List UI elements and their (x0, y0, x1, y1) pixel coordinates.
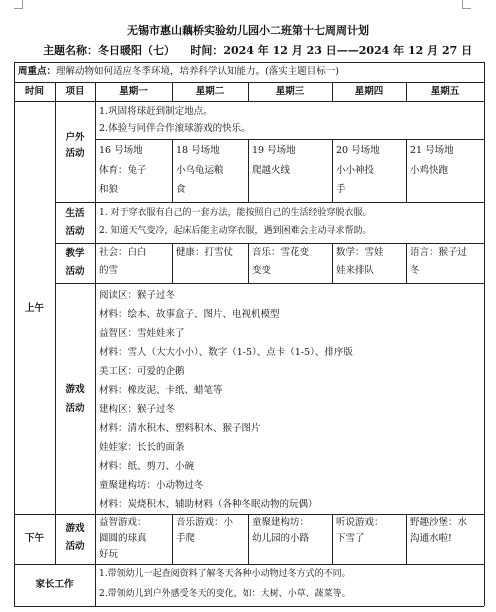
subtitle (43, 42, 472, 58)
table-line (14, 62, 484, 63)
table-line (172, 243, 173, 283)
table-line (248, 139, 249, 203)
games-line: 阅读区：猴子过冬 (99, 290, 176, 301)
table-line (14, 101, 484, 102)
games-line: 益智区：雪娃娃来了 (99, 328, 185, 339)
table-line (95, 82, 96, 606)
time-label: 时间： (190, 44, 224, 57)
teaching-label-1: 教学 (65, 248, 85, 259)
table-line (248, 243, 249, 283)
corner-mark-left (14, 0, 23, 9)
table-line (248, 514, 249, 564)
table-line (14, 82, 484, 83)
life-line-2: 2. 知道天气变冷，起床后能主动穿衣服，遇到困难会主动寻求帮助。 (99, 226, 372, 236)
afternoon-wed-1: 童聚建构坊： (252, 517, 310, 528)
outdoor-mon-field: 16 号场地 (99, 145, 143, 156)
afternoon-tue-1: 音乐游戏：小 (176, 517, 234, 528)
afternoon-label: 下午 (24, 533, 44, 544)
afternoon-mon-3: 好玩 (99, 549, 119, 560)
table-line (14, 62, 15, 606)
week-focus (18, 64, 339, 80)
teaching-tue-1: 健康：打雪仗 (176, 247, 234, 258)
table-line (406, 139, 407, 203)
column-header-thursday: 星期四 (354, 86, 384, 97)
parents-work-line-2: 2.带领幼儿到户外感受冬天的变化，如：大树、小草、蔬菜等。 (99, 589, 351, 599)
games-label-2: 活动 (65, 403, 85, 414)
table-line (95, 139, 484, 140)
theme-value: 冬日暖阳（七） (98, 44, 175, 57)
life-label-1: 生活 (65, 208, 85, 219)
teaching-mon-1: 社会：白白 (99, 247, 147, 258)
teaching-wed-2: 变变 (252, 265, 272, 276)
games-line: 材料：纸、剪刀、小碗 (99, 461, 195, 472)
column-header-time: 时间 (24, 86, 44, 97)
parents-work-label: 家长工作 (35, 579, 74, 590)
table-line (332, 243, 333, 283)
table-line (14, 606, 484, 607)
table-line (172, 139, 173, 203)
games-line: 娃娃家：长长的面条 (99, 442, 185, 453)
table-line (55, 202, 484, 203)
table-line (406, 514, 407, 564)
column-header-friday: 星期五 (430, 86, 460, 97)
teaching-wed-1: 音乐：雪花变 (252, 247, 310, 258)
table-line (55, 283, 484, 284)
games-line: 建构区：猴子过冬 (99, 404, 176, 415)
outdoor-thu-game-cont: 手 (336, 184, 346, 195)
games-line: 材料：炭烧积木、辅助材料（各种冬眠动物的玩偶） (99, 499, 318, 510)
afternoon-thu-2: 下雪了 (336, 533, 365, 544)
teaching-fri-1: 语言：猴子过 (410, 247, 468, 258)
teaching-thu-1: 数学：雪娃 (336, 247, 384, 258)
outdoor-wed-game: 爬越火线 (252, 165, 291, 176)
outdoor-goal-1: 1.巩固将球赶到制定地点。 (99, 106, 213, 117)
corner-mark-right (462, 0, 471, 9)
teaching-fri-2: 冬 (410, 265, 420, 276)
outdoor-label-2: 活动 (65, 148, 85, 159)
outdoor-mon-game: 体育：兔子 (99, 165, 147, 176)
outdoor-label-1: 户外 (65, 132, 85, 143)
life-line-1: 1. 对于穿衣服有自己的一套方法，能按照自己的生活经验穿脱衣服。 (99, 208, 372, 218)
games-line: 材料：橡皮泥、卡纸、蜡笔等 (99, 385, 223, 396)
afternoon-games-label-1: 游戏 (65, 523, 85, 534)
outdoor-tue-game-cont: 食 (176, 184, 186, 195)
column-header-monday: 星期一 (119, 86, 148, 97)
column-header-wednesday: 星期三 (275, 86, 305, 97)
games-label-1: 游戏 (65, 384, 85, 395)
column-header-item: 项目 (65, 86, 85, 97)
teaching-mon-2: 的雪 (99, 265, 119, 276)
afternoon-tue-2: 手爬 (176, 533, 196, 544)
afternoon-mon-1: 益智游戏： (99, 517, 147, 528)
table-line (484, 62, 485, 606)
table-line (55, 243, 484, 244)
time-value: 2024 年 12 月 23 日——2024 年 12 月 27 日 (223, 44, 473, 57)
theme-label: 主题名称： (43, 44, 98, 57)
parents-work-line-1: 1.带领幼儿一起查阅资料了解冬天各种小动物过冬方式的不同。 (99, 569, 351, 579)
afternoon-thu-1: 听说游戏： (336, 517, 384, 528)
outdoor-thu-game: 小小神投 (336, 165, 375, 176)
table-line (172, 514, 173, 564)
outdoor-tue-game: 小乌龟运粮 (176, 165, 224, 176)
morning-label: 上午 (24, 303, 44, 314)
games-line: 美工区：可爱的企鹅 (99, 366, 185, 377)
outdoor-thu-field: 20 号场地 (336, 145, 380, 156)
outdoor-tue-field: 18 号场地 (176, 145, 220, 156)
outdoor-fri-game: 小鸡快跑 (410, 165, 449, 176)
teaching-thu-2: 娃来排队 (336, 265, 375, 276)
outdoor-goal-2: 2.体验与同伴合作滚球游戏的快乐。 (99, 123, 251, 134)
life-label-2: 活动 (65, 226, 85, 237)
table-line (332, 514, 333, 564)
outdoor-mon-game-cont: 和狼 (99, 184, 119, 195)
games-line: 材料：雪人（大大小小）、数字（1-5）、点卡（1-5）、排序版 (99, 347, 353, 358)
table-line (332, 139, 333, 203)
afternoon-games-label-2: 活动 (65, 541, 85, 552)
games-line: 童聚建构坊：小动物过冬 (99, 480, 204, 491)
games-line: 材料：绘本、故事盒子、图片、电视机模型 (99, 309, 280, 320)
outdoor-fri-field: 21 号场地 (410, 145, 454, 156)
afternoon-wed-2: 幼儿园的小路 (252, 533, 310, 544)
afternoon-mon-2: 圆圆的球真 (99, 533, 147, 544)
week-focus-label: 周重点： (18, 66, 57, 77)
table-line (406, 243, 407, 283)
afternoon-fri-2: 沟通水啦! (410, 533, 452, 544)
games-line: 材料：清水积木、塑料积木、猴子图片 (99, 423, 261, 434)
afternoon-fri-1: 野趣沙堡：水 (410, 517, 468, 528)
teaching-label-2: 活动 (65, 266, 85, 277)
table-line (14, 564, 484, 565)
page-title: 无锡市惠山藕桥实验幼儿园小二班第十七周周计划 (127, 24, 369, 37)
outdoor-wed-field: 19 号场地 (252, 145, 296, 156)
week-focus-text: 理解动物如何适应冬季环境，培养科学认知能力。(落实主题目标一) (56, 66, 339, 77)
column-header-tuesday: 星期二 (195, 86, 225, 97)
